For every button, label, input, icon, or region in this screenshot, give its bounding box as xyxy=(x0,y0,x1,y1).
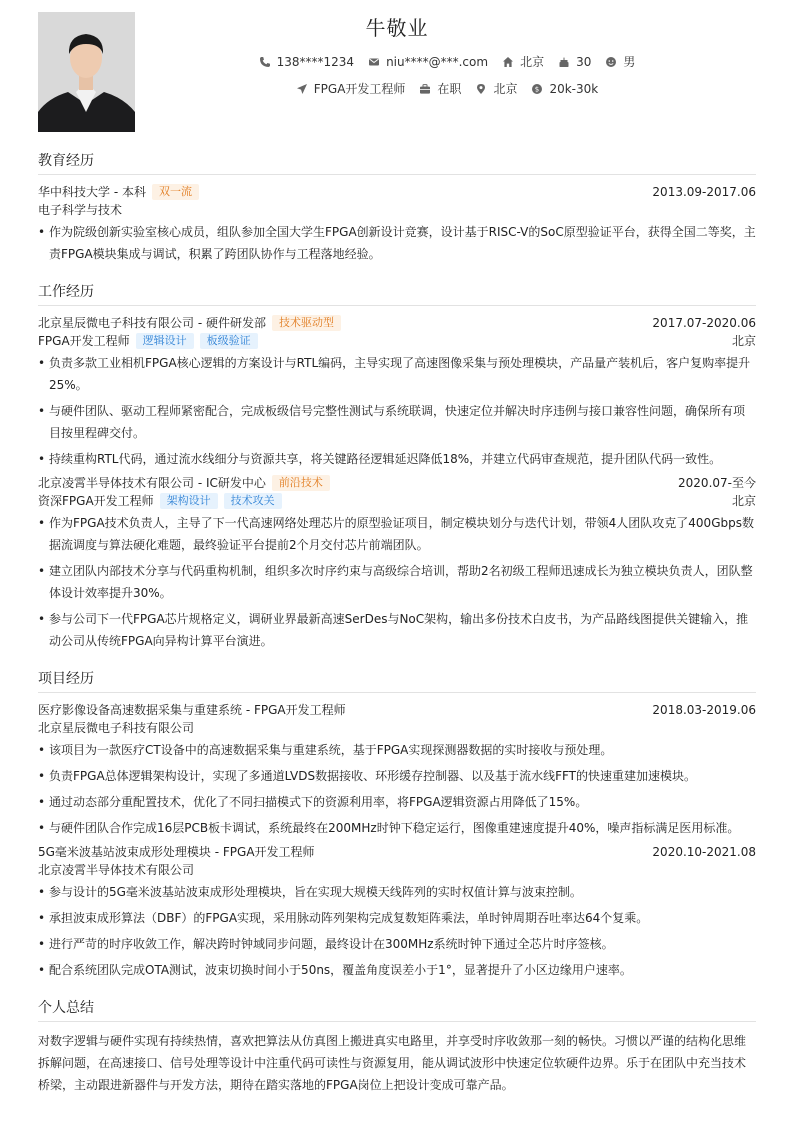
work-title: 工作经历 xyxy=(38,281,756,306)
education-entry xyxy=(38,183,756,265)
role-tag: 技术攻关 xyxy=(224,493,282,509)
work-location: 北京 xyxy=(731,334,756,348)
contact-row xyxy=(138,53,756,70)
resume-header xyxy=(38,12,756,132)
person-icon xyxy=(605,56,617,68)
role-tag: 架构设计 xyxy=(160,493,218,509)
list-item: • 配合系统团队完成OTA测试，波束切换时间小于50ns，覆盖角度误差小于1°，显著提升了小区边缘用户速率。 xyxy=(38,959,756,981)
company-tag: 技术驱动型 xyxy=(272,315,341,331)
project-date: 2018.03-2019.06 xyxy=(652,703,756,717)
list-item: • 负责多款工业相机FPGA核心逻辑的方案设计与RTL编码，主导实现了高速图像采集与预处理模块，产品量产装机后，客户复购率提升25%。 xyxy=(38,352,756,396)
salary-item xyxy=(531,82,598,96)
projects-section xyxy=(38,668,756,981)
project-company: 北京星辰微电子科技有限公司 xyxy=(38,721,195,735)
project-entry xyxy=(38,843,756,981)
education-header-row xyxy=(38,183,756,201)
mail-icon xyxy=(368,56,380,68)
project-date: 2020.10-2021.08 xyxy=(652,845,756,859)
list-item: • 与硬件团队、驱动工程师紧密配合，完成板级信号完整性测试与系统联调，快速定位并解决时序违例与接口兼容性问题，确保所有项目按里程碑交付。 xyxy=(38,400,756,444)
list-item: • 承担波束成形算法（DBF）的FPGA实现，采用脉动阵列架构完成复数矩阵乘法，单时钟周期吞吐率达64个复乘。 xyxy=(38,907,756,929)
list-item: • 作为院级创新实验室核心成员，组队参加全国大学生FPGA创新设计竞赛，设计基于RISC-V的SoC原型验证平台，获得全国二等奖，主责FPGA模块集成与调试，积累了跨团队协作与工程落地经验。 xyxy=(38,221,756,265)
work-bullets xyxy=(38,352,756,470)
education-bullets xyxy=(38,221,756,265)
project-title: 医疗影像设备高速数据采集与重建系统 - FPGA开发工程师 xyxy=(38,703,346,717)
summary-title: 个人总结 xyxy=(38,997,756,1022)
gender-item xyxy=(605,53,635,70)
school-tag: 双一流 xyxy=(152,184,199,200)
role-tag: 板级验证 xyxy=(200,333,258,349)
list-item: • 进行严苛的时序收敛工作，解决跨时钟域同步问题，最终设计在300MHz系统时钟下通过全芯片时序签核。 xyxy=(38,933,756,955)
major-row xyxy=(38,201,756,219)
list-item: • 参与公司下一代FPGA芯片规格定义，调研业界最新高速SerDes与NoC架构，输出多份技术白皮书，为产品路线图提供关键输入，推动公司从传统FPGA向异构计算平台演进。 xyxy=(38,608,756,652)
role-name: FPGA开发工程师 xyxy=(38,334,130,348)
work-date: 2017.07-2020.06 xyxy=(652,316,756,330)
work-header-row xyxy=(38,474,756,492)
phone-icon xyxy=(259,56,271,68)
candidate-name: 牛敬业 xyxy=(365,16,429,40)
send-icon xyxy=(296,83,308,95)
project-company: 北京凌霄半导体技术有限公司 xyxy=(38,863,195,877)
work-header-row xyxy=(38,314,756,332)
salary-text: 20k-30k xyxy=(549,81,599,96)
role-row xyxy=(38,492,756,510)
list-item: • 作为FPGA技术负责人，主导了下一代高速网络处理芯片的原型验证项目，制定模块划分与迭代计划，带领4人团队攻克了400Gbps数据流调度与算法硬化难题，最终验证平台提前2个月交付芯片前端团队。 xyxy=(38,512,756,556)
money-icon xyxy=(531,83,543,95)
list-item: • 通过动态部分重配置技术，优化了不同扫描模式下的资源利用率，将FPGA逻辑资源占用降低了15%。 xyxy=(38,791,756,813)
status-item xyxy=(419,80,461,97)
list-item: • 负责FPGA总体逻辑架构设计，实现了多通道LVDS数据接收、环形缓存控制器、以及基于流水线FFT的快速重建加速模块。 xyxy=(38,765,756,787)
age-item xyxy=(558,55,591,69)
list-item: • 参与设计的5G毫米波基站波束成形处理模块，旨在实现大规模天线阵列的实时权值计算与波束控制。 xyxy=(38,881,756,903)
projects-title: 项目经历 xyxy=(38,668,756,693)
role-name: 资深FPGA开发工程师 xyxy=(38,494,154,508)
project-bullets xyxy=(38,739,756,839)
list-item: • 持续重构RTL代码，通过流水线细分与资源共享，将关键路径逻辑延迟降低18%，并建立代码审查规范，提升团队代码一致性。 xyxy=(38,448,756,470)
company-tag: 前沿技术 xyxy=(272,475,330,491)
gender-text: 男 xyxy=(623,55,636,69)
work-entry xyxy=(38,314,756,470)
education-title: 教育经历 xyxy=(38,150,756,175)
role-tag: 逻辑设计 xyxy=(136,333,194,349)
project-entry xyxy=(38,701,756,839)
school-name: 华中科技大学 - 本科 xyxy=(38,185,146,199)
list-item: • 该项目为一款医疗CT设备中的高速数据采集与重建系统，基于FPGA实现探测器数据的实时接收与预处理。 xyxy=(38,739,756,761)
project-header-row xyxy=(38,701,756,719)
position-item xyxy=(296,80,406,97)
education-date: 2013.09-2017.06 xyxy=(652,185,756,199)
age-text: 30 xyxy=(576,54,592,69)
hometown-text: 北京 xyxy=(520,55,545,69)
work-location: 北京 xyxy=(731,494,756,508)
phone-text: 138****1234 xyxy=(276,54,355,69)
status-text: 在职 xyxy=(437,82,462,96)
summary-section xyxy=(38,997,756,1096)
work-section xyxy=(38,281,756,652)
phone-item xyxy=(259,55,354,69)
company-name: 北京星辰微电子科技有限公司 - 硬件研发部 xyxy=(38,316,266,330)
hometown-item xyxy=(502,53,544,70)
project-header-row xyxy=(38,843,756,861)
svg-text:$: $ xyxy=(535,84,540,93)
email-text: niu****@***.com xyxy=(386,54,489,69)
company-name: 北京凌霄半导体技术有限公司 - IC研发中心 xyxy=(38,476,266,490)
location-pin-icon xyxy=(475,83,487,95)
email-item xyxy=(368,55,488,69)
job-intent-row xyxy=(138,80,756,97)
project-company-row xyxy=(38,719,756,737)
major-name: 电子科学与技术 xyxy=(38,203,123,217)
project-bullets xyxy=(38,881,756,981)
summary-text: 对数字逻辑与硬件实现有持续热情，喜欢把算法从仿真图上搬进真实电路里，并享受时序收敛那一刻的畅快。习惯以严谨的结构化思维拆解问题，在高速接口、信号处理等设计中注重代码可读性与资源复用，能从调试波形中快速定位软硬件边界。乐于在团队中充当技术桥梁，主动跟进新器件与开发方法，期待在踏实落地的FPGA岗位上把设计变成可靠产品。 xyxy=(38,1034,747,1092)
home-icon xyxy=(502,56,514,68)
city-item xyxy=(475,80,517,97)
list-item: • 建立团队内部技术分享与代码重构机制，组织多次时序约束与高级综合培训，帮助2名初级工程师迅速成长为独立模块负责人，团队整体设计效率提升30%。 xyxy=(38,560,756,604)
education-section xyxy=(38,150,756,265)
work-date: 2020.07-至今 xyxy=(678,476,756,490)
project-title: 5G毫米波基站波束成形处理模块 - FPGA开发工程师 xyxy=(38,845,315,859)
role-row xyxy=(38,332,756,350)
work-bullets xyxy=(38,512,756,652)
cake-icon xyxy=(558,56,570,68)
project-company-row xyxy=(38,861,756,879)
work-entry xyxy=(38,474,756,652)
position-text: FPGA开发工程师 xyxy=(313,82,406,96)
city-text: 北京 xyxy=(493,82,518,96)
list-item: • 与硬件团队合作完成16层PCB板卡调试，系统最终在200MHz时钟下稳定运行，图像重建速度提升40%，噪声指标满足医用标准。 xyxy=(38,817,756,839)
briefcase-icon xyxy=(419,83,431,95)
